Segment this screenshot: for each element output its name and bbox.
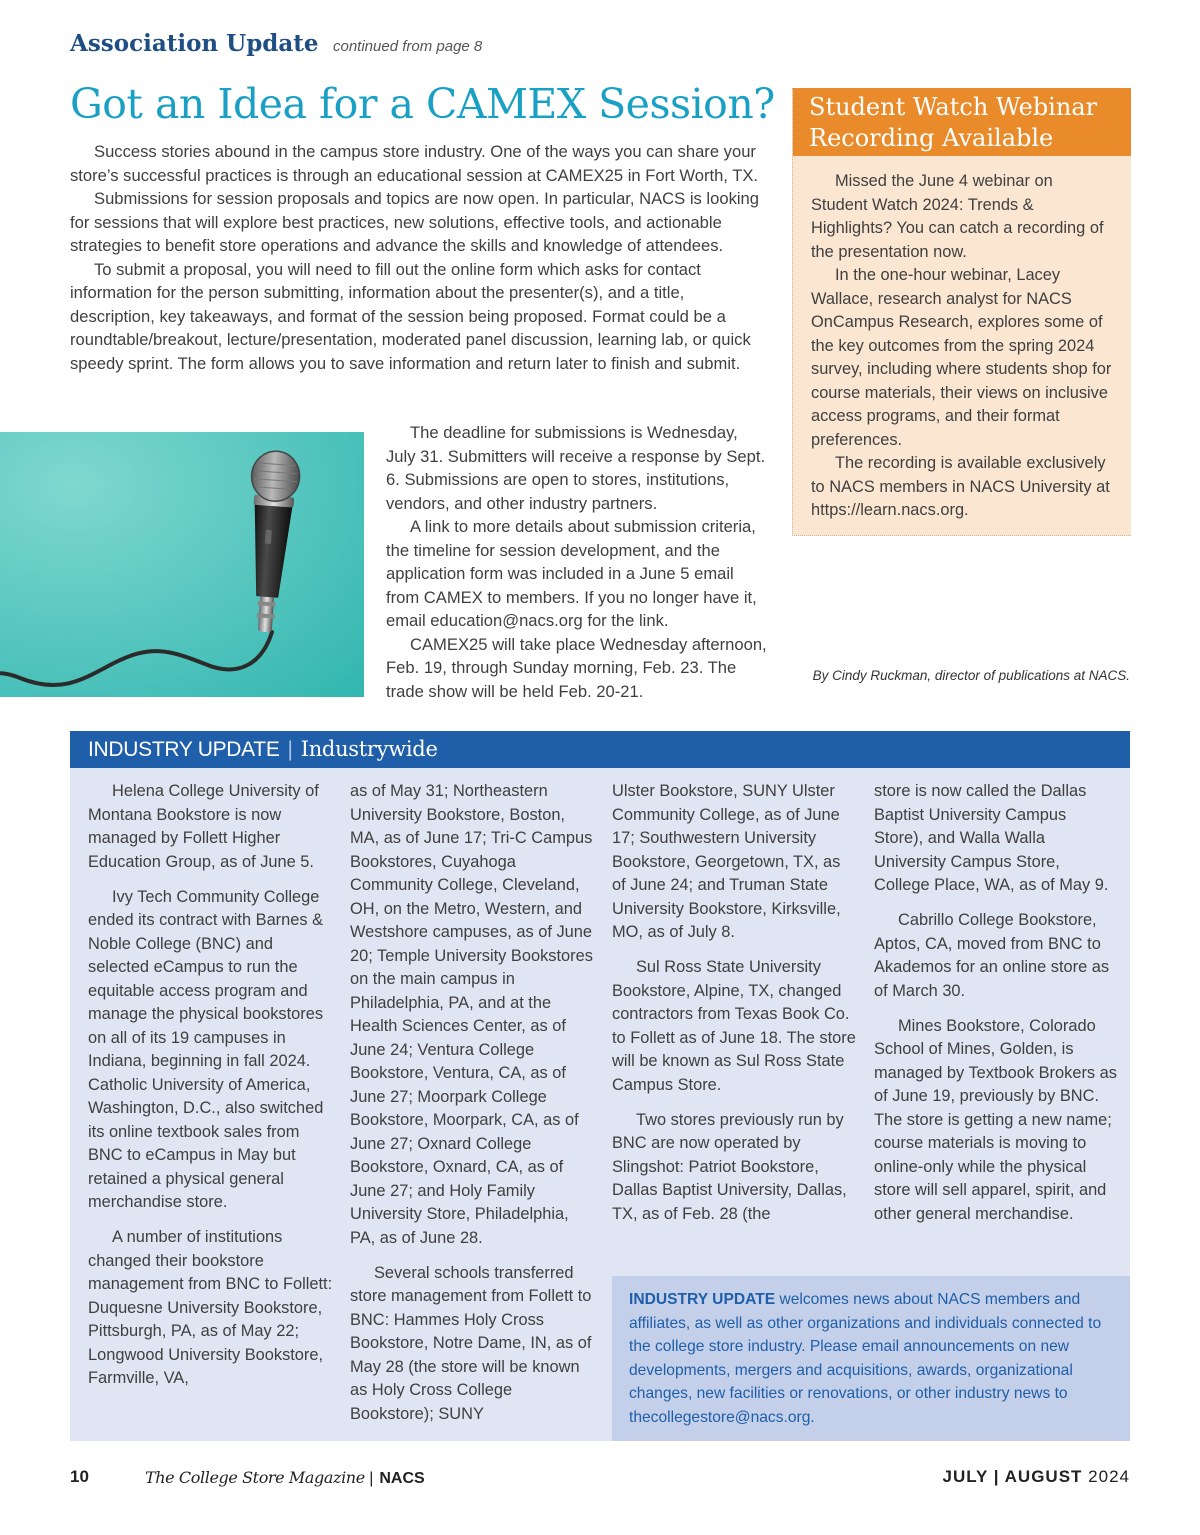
header-separator: | <box>287 738 293 761</box>
industry-update-subtitle: Industrywide <box>300 737 438 761</box>
news-item: Mines Bookstore, Colorado School of Mines, Golden, is managed by Textbook Brokers as of June 19, previously by BNC. The store is getting a new name; course materials is moving to online-only while the physical store will sell apparel, spirit, and other general merchandise. <box>874 1016 1117 1223</box>
issue-months: JULY | AUGUST <box>942 1467 1083 1486</box>
issue-year: 2024 <box>1088 1467 1130 1486</box>
article-paragraph: To submit a proposal, you will need to fill out the online form which asks for contact information for the person submitting, information about the presenter(s), and a title, description, key takeaways, and format of the session being proposed. Format could be a roundtable/breakout, lecture/presentation, moderated panel discussion, learning lab, or quick speedy sprint. The form allows you to save information and return later to finish and submit. <box>70 259 751 373</box>
sidebar-paragraph: The recording is available exclusively to NACS members in NACS University at https://learn.nacs.org. <box>811 454 1110 519</box>
page-footer <box>70 1467 1130 1491</box>
sidebar-title: Student Watch Webinar Recording Available <box>793 88 1131 156</box>
news-item: Two stores previously run by BNC are now operated by Slingshot: Patriot Bookstore, Dallas Baptist University, Dallas, TX, as of Feb. 28 (the <box>612 1110 847 1223</box>
sidebar-paragraph: In the one-hour webinar, Lacey Wallace, research analyst for NACS OnCampus Research, explores some of the key outcomes from the spring 2024 survey, including where students shop for course materials, their views on inclusive access programs, and their format preferences. <box>811 266 1112 449</box>
news-item: Helena College University of Montana Bookstore is now managed by Follett Higher Education Group, as of June 5. <box>88 782 319 871</box>
magazine-title: The College Store Magazine <box>145 1468 365 1487</box>
webinar-sidebar <box>792 88 1131 536</box>
issue-date <box>943 1467 1131 1487</box>
footer-separator: | <box>369 1470 374 1487</box>
news-item: Ivy Tech Community College ended its contract with Barnes & Noble College (BNC) and selected eCampus to run the equitable access program and manage the physical bookstores on all of its 19 campuses in Indiana, beginning in fall 2024. Catholic University of America, Washington, D.C., also switched its online textbook sales from BNC to eCampus in May but retained a physical general merchandise store. <box>88 887 324 1211</box>
article-paragraph: Submissions for session proposals and topics are now open. In particular, NACS is looking for sessions that will explore best practices, new solutions, effective tools, and actionable strategies to benefit store operations and advance the skills and knowledge of attendees. <box>70 189 760 255</box>
magazine-name <box>145 1468 425 1488</box>
article-body <box>70 140 768 375</box>
article-paragraph: Success stories abound in the campus store industry. One of the ways you can share your store’s successful practices is through an educational session at CAMEX25 in Fort Worth, TX. <box>70 142 759 185</box>
running-head <box>70 30 482 57</box>
news-column-1 <box>88 780 333 1402</box>
news-item: store is now called the Dallas Baptist University Campus Store), and Walla Walla University Campus Store, College Place, WA, as of May 9. <box>874 782 1109 894</box>
org-name: NACS <box>379 1470 425 1487</box>
news-item: Cabrillo College Bookstore, Aptos, CA, moved from BNC to Akademos for an online store as of March 30. <box>874 911 1110 1000</box>
submission-note <box>612 1276 1130 1441</box>
news-item: Sul Ross State University Bookstore, Alpine, TX, changed contractors from Texas Book Co. to Follett as of June 18. The store will be known as Sul Ross State Campus Store. <box>612 958 856 1094</box>
industry-update-header <box>70 731 1130 768</box>
page-number: 10 <box>70 1467 89 1486</box>
news-item: as of May 31; Northeastern University Bookstore, Boston, MA, as of June 17; Tri-C Campus Bookstores, Cuyahoga Community College, Cleveland, OH, on the Metro, Western, and Westshore campuses, as of June 20; Temple University Bookstores on the main campus in Philadelphia, PA, and at the Health Sciences Center, as of June 24; Ventura College Bookstore, Ventura, CA, as of June 27; Moorpark College Bookstore, Moorpark, CA, as of June 27; Oxnard College Bookstore, Oxnard, CA, as of June 27; and Holy Family University Store, Philadelphia, PA, as of June 28. <box>350 782 593 1247</box>
article-paragraph: CAMEX25 will take place Wednesday afternoon, Feb. 19, through Sunday morning, Feb. 23. The trade show will be held Feb. 20-21. <box>386 634 767 701</box>
note-text <box>629 1288 1119 1429</box>
article-paragraph: The deadline for submissions is Wednesday, July 31. Submitters will receive a response by Sept. 6. Submissions are open to stores, institutions, vendors, and other industry partners. <box>386 423 766 513</box>
news-item: Ulster Bookstore, SUNY Ulster Community College, as of June 17; Southwestern University Bookstore, Georgetown, TX, as of June 24; and Truman State University Bookstore, Kirksville, MO, as of July 8. <box>612 782 841 941</box>
news-column-2 <box>350 780 595 1438</box>
news-column-4 <box>874 780 1119 1238</box>
note-lead: INDUSTRY UPDATE <box>629 1291 776 1308</box>
industry-update-label: INDUSTRY UPDATE <box>88 738 280 761</box>
article-continued <box>386 421 770 703</box>
article-paragraph: A link to more details about submission criteria, the timeline for session development, and the application form was included in a June 5 email from CAMEX to members. If you no longer have it, email education@nacs.org for the link. <box>386 517 757 630</box>
microphone-photo <box>0 432 364 697</box>
continued-note: continued from page 8 <box>333 38 483 55</box>
article-headline: Got an Idea for a CAMEX Session? <box>70 80 775 128</box>
sidebar-body <box>793 156 1131 523</box>
note-body: welcomes news about NACS members and affiliates, as well as other organizations and individuals connected to the college store industry. Please email announcements on new developments, mergers and acquisitions, awards, organizational changes, new facilities or renovations, or other industry news to thecollegestore@nacs.org. <box>629 1291 1102 1426</box>
section-title: Association Update <box>70 30 319 57</box>
news-item: Several schools transferred store management from Follett to BNC: Hammes Holy Cross Bookstore, Notre Dame, IN, as of May 28 (the store will be known as Holy Cross College Bookstore); SUNY <box>350 1263 592 1423</box>
news-column-3 <box>612 780 857 1238</box>
news-item: A number of institutions changed their bookstore management from BNC to Follett: Duquesne University Bookstore, Pittsburgh, PA, as of May 22; Longwood University Bookstore, Farmville, VA, <box>88 1228 333 1387</box>
byline: By Cindy Ruckman, director of publications at NACS. <box>812 668 1130 683</box>
sidebar-paragraph: Missed the June 4 webinar on Student Watch 2024: Trends & Highlights? You can catch a recording of the presentation now. <box>811 172 1104 261</box>
